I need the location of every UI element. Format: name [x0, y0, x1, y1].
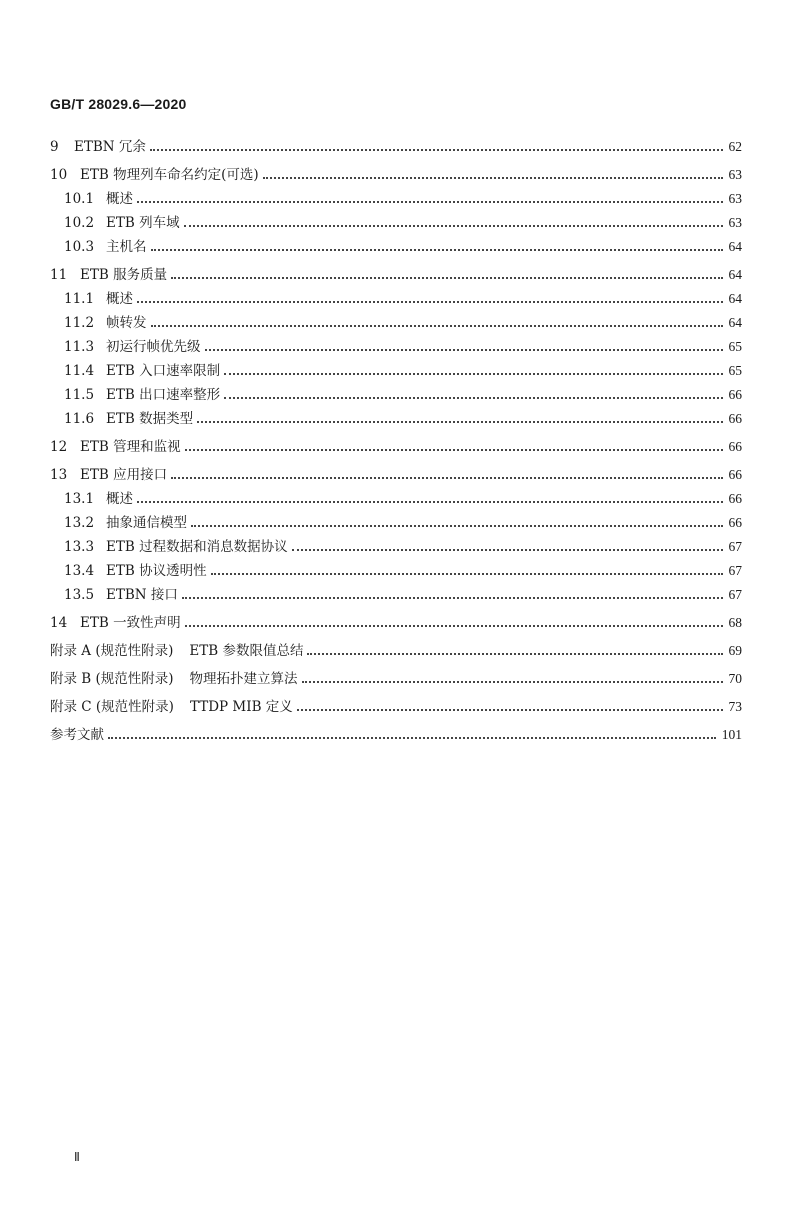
toc-entry[interactable]: [50, 463, 742, 487]
toc-entry-page: 64: [728, 291, 742, 306]
toc-dot-leader: [224, 365, 722, 375]
toc-entry-page: 66: [728, 411, 742, 426]
toc-entry-number: 11: [50, 267, 68, 283]
toc-entry-page: 64: [728, 239, 742, 254]
toc-entry-title: 概述: [106, 291, 133, 307]
toc-dot-leader: [307, 645, 722, 655]
toc-entry-title: ETB 管理和监视: [80, 439, 181, 455]
toc-dot-leader: [171, 469, 722, 479]
toc-entry-number: 11.4: [64, 363, 95, 379]
toc-entry-number: 附录 C (规范性附录): [50, 699, 174, 715]
toc-dot-leader: [302, 673, 723, 683]
toc-entry-title: ETB 服务质量: [80, 267, 168, 283]
toc-entry-title: ETB 入口速率限制: [106, 363, 221, 379]
toc-entry[interactable]: [50, 535, 742, 559]
toc-entry[interactable]: [50, 487, 742, 511]
toc-entry-number: 13.5: [64, 587, 95, 603]
toc-entry-number: 11.6: [64, 411, 95, 427]
toc-entry-number: 附录 A (规范性附录): [50, 643, 174, 659]
toc-dot-leader: [224, 389, 722, 399]
toc-entry-page: 66: [728, 491, 742, 506]
toc-entry-page: 65: [728, 363, 742, 378]
toc-entry-number: 13: [50, 467, 68, 483]
toc-dot-leader: [150, 141, 723, 151]
toc-entry-number: 14: [50, 615, 68, 631]
toc-entry-title: ETB 过程数据和消息数据协议: [106, 539, 288, 555]
toc-entry-title: 物理拓扑建立算法: [189, 671, 298, 687]
toc-entry-page: 64: [728, 315, 742, 330]
toc-dot-leader: [137, 193, 723, 203]
toc-entry-number: 附录 B (规范性附录): [50, 671, 174, 687]
toc-entry-page: 67: [728, 563, 742, 578]
toc-dot-leader: [151, 317, 723, 327]
toc-dot-leader: [137, 493, 723, 503]
toc-entry-page: 70: [728, 671, 742, 686]
toc-entry-title: 初运行帧优先级: [106, 339, 201, 355]
toc-entry[interactable]: [50, 639, 742, 663]
toc-entry-number: 10.3: [64, 239, 95, 255]
toc-entry-number: 11.1: [64, 291, 95, 307]
toc-entry-title: 主机名: [106, 239, 147, 255]
toc-dot-leader: [171, 269, 722, 279]
toc-dot-leader: [263, 169, 723, 179]
toc-entry[interactable]: [50, 335, 742, 359]
toc-entry-page: 63: [728, 167, 742, 182]
toc-entry-title: ETB 数据类型: [106, 411, 194, 427]
toc-dot-leader: [297, 701, 723, 711]
toc-entry-page: 68: [728, 615, 742, 630]
toc-dot-leader: [292, 541, 723, 551]
toc-dot-leader: [185, 441, 723, 451]
toc-entry[interactable]: [50, 511, 742, 535]
toc-entry-page: 69: [728, 643, 742, 658]
toc-entry[interactable]: [50, 359, 742, 383]
toc-entry[interactable]: [50, 435, 742, 459]
toc-entry-number: 9: [50, 139, 59, 155]
toc-dot-leader: [205, 341, 723, 351]
page-number: Ⅱ: [74, 1150, 80, 1164]
toc-entry-title: 参考文献: [50, 727, 104, 743]
toc-entry[interactable]: [50, 723, 742, 747]
toc-entry-page: 65: [728, 339, 742, 354]
standard-code: GB/T 28029.6—2020: [50, 96, 187, 112]
toc-entry-title: ETB 参数限值总结: [189, 643, 304, 659]
toc-entry-number: 11.5: [64, 387, 95, 403]
toc-entry-page: 62: [728, 139, 742, 154]
toc-entry-title: TTDP MIB 定义: [189, 699, 293, 715]
toc-entry-title: 概述: [106, 491, 133, 507]
toc-dot-leader: [184, 217, 723, 227]
toc-entry[interactable]: [50, 695, 742, 719]
toc-entry-page: 63: [728, 215, 742, 230]
toc-entry[interactable]: [50, 583, 742, 607]
toc-entry-number: 13.3: [64, 539, 95, 555]
toc-entry-page: 73: [728, 699, 742, 714]
toc-entry-page: 66: [728, 467, 742, 482]
toc-entry-number: 10: [50, 167, 68, 183]
toc-entry-title: ETB 一致性声明: [80, 615, 181, 631]
table-of-contents: [50, 135, 742, 747]
toc-entry-number: 11.3: [64, 339, 95, 355]
toc-entry-number: 13.1: [64, 491, 95, 507]
toc-dot-leader: [182, 589, 723, 599]
toc-entry-title: ETB 物理列车命名约定(可选): [80, 167, 259, 183]
toc-entry-title: ETBN 冗余: [74, 139, 146, 155]
toc-entry[interactable]: [50, 263, 742, 287]
toc-entry-number: 11.2: [64, 315, 95, 331]
toc-entry-page: 64: [728, 267, 742, 282]
toc-entry-page: 66: [728, 439, 742, 454]
toc-dot-leader: [137, 293, 723, 303]
toc-dot-leader: [151, 241, 723, 251]
toc-entry-page: 66: [728, 515, 742, 530]
toc-entry-page: 66: [728, 387, 742, 402]
toc-entry[interactable]: [50, 135, 742, 159]
toc-entry[interactable]: [50, 187, 742, 211]
toc-entry-page: 67: [728, 539, 742, 554]
toc-entry[interactable]: [50, 235, 742, 259]
toc-entry-number: 10.2: [64, 215, 95, 231]
toc-entry-number: 12: [50, 439, 68, 455]
toc-entry-page: 63: [728, 191, 742, 206]
toc-entry-title: 概述: [106, 191, 133, 207]
toc-entry[interactable]: [50, 311, 742, 335]
toc-entry[interactable]: [50, 611, 742, 635]
toc-entry[interactable]: [50, 559, 742, 583]
toc-dot-leader: [185, 617, 723, 627]
toc-entry-title: 帧转发: [106, 315, 147, 331]
toc-entry[interactable]: [50, 383, 742, 407]
toc-entry-page: 67: [728, 587, 742, 602]
toc-entry-title: ETB 出口速率整形: [106, 387, 221, 403]
toc-entry-title: ETB 应用接口: [80, 467, 168, 483]
toc-entry[interactable]: [50, 407, 742, 431]
toc-entry-title: ETBN 接口: [106, 587, 178, 603]
toc-entry-number: 10.1: [64, 191, 95, 207]
toc-dot-leader: [191, 517, 723, 527]
toc-entry-title: ETB 协议透明性: [106, 563, 207, 579]
toc-entry-title: 抽象通信模型: [106, 515, 187, 531]
toc-dot-leader: [211, 565, 723, 575]
toc-entry-number: 13.2: [64, 515, 95, 531]
toc-entry-title: ETB 列车域: [106, 215, 180, 231]
toc-entry[interactable]: [50, 211, 742, 235]
toc-entry[interactable]: [50, 287, 742, 311]
toc-entry-page: 101: [721, 727, 742, 742]
toc-entry[interactable]: [50, 667, 742, 691]
toc-dot-leader: [108, 729, 716, 739]
toc-entry-number: 13.4: [64, 563, 95, 579]
toc-entry[interactable]: [50, 163, 742, 187]
toc-dot-leader: [197, 413, 722, 423]
